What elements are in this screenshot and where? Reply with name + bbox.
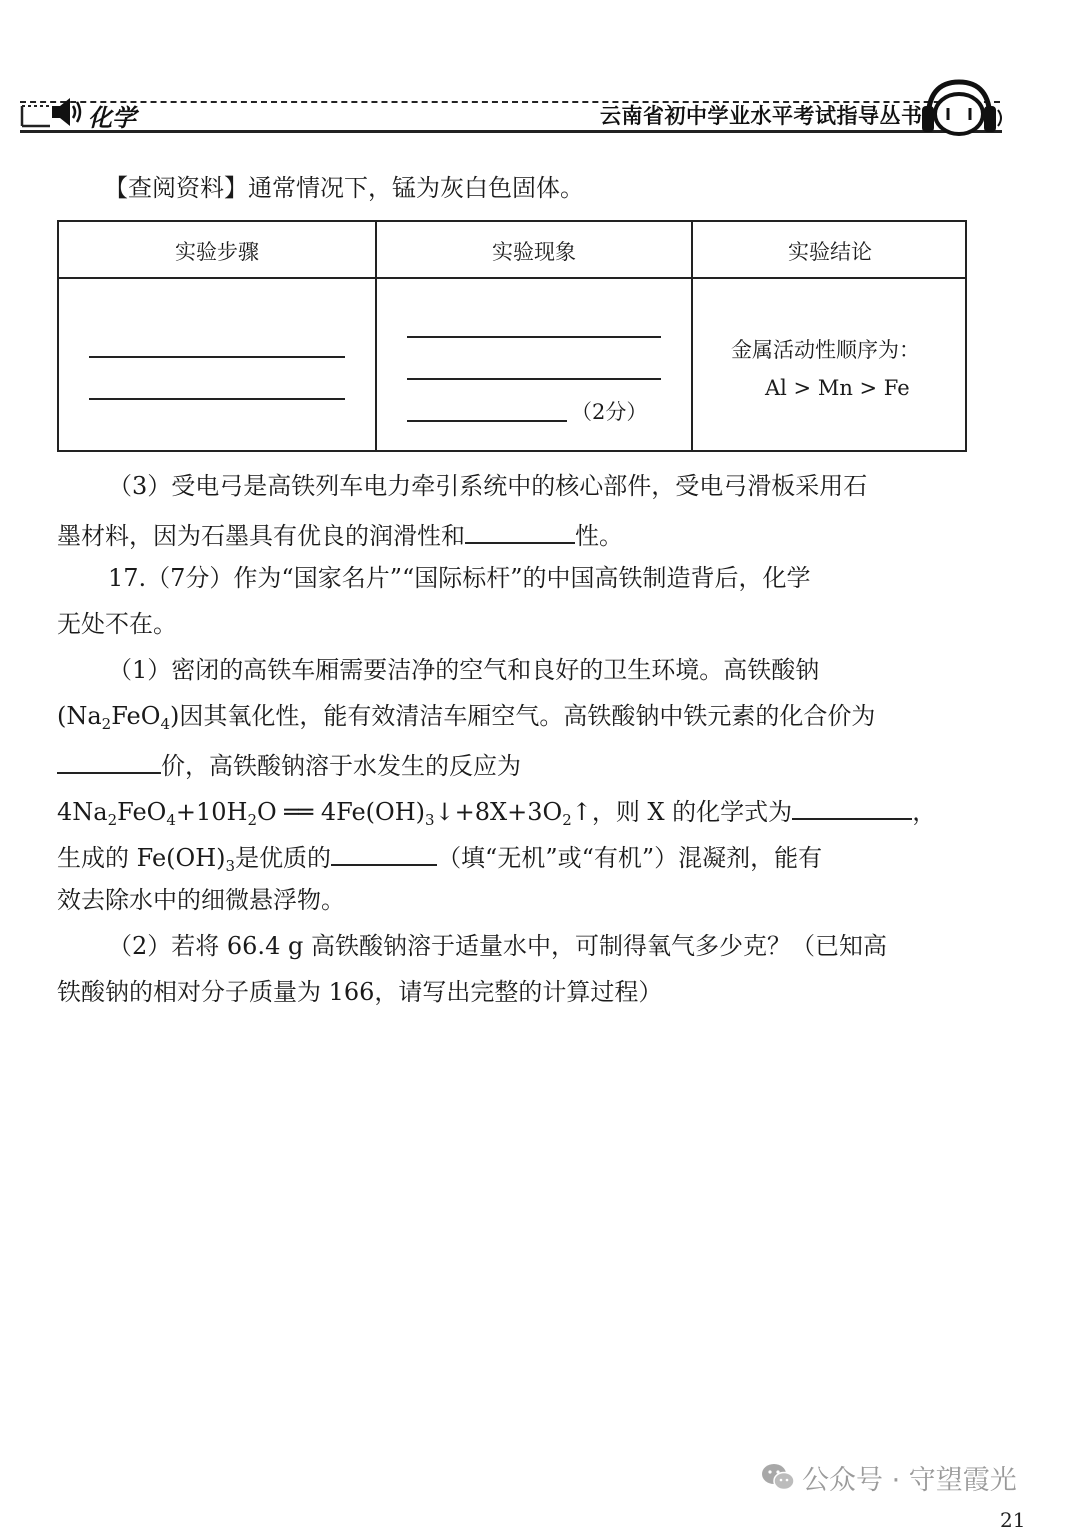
equation-text: +10H: [175, 798, 248, 826]
wechat-icon: [760, 1462, 796, 1492]
series-title: 云南省初中学业水平考试指导丛书: [600, 104, 923, 128]
q17-part1-line5: [57, 842, 823, 875]
coagulant-type-answer-blank[interactable]: [331, 842, 437, 866]
q17-part1-text: 是优质的: [235, 844, 332, 872]
reaction-equation-line: [57, 796, 937, 829]
q17-part1-text: （填“无机”或“有机”）混凝剂，能有: [437, 844, 823, 872]
q17-part1-line2: [57, 702, 876, 733]
reference-note: 【查阅资料】通常情况下，锰为灰白色固体。: [104, 174, 584, 202]
q17-part1-text: 生成的 Fe(OH): [57, 844, 226, 872]
table-header-steps: 实验步骤: [175, 240, 259, 264]
equation-text: ↓+8X+3O: [434, 798, 563, 826]
header-rule: [20, 130, 1002, 133]
phenomena-answer-blank-2[interactable]: [407, 378, 661, 380]
q16-part3-line1: （3）受电弓是高铁列车电力牵引系统中的核心部件，受电弓滑板采用石: [108, 472, 868, 500]
equation-text: 4Na: [57, 798, 108, 826]
formula-text: (Na: [57, 702, 102, 730]
q17-part2-line2: 铁酸钠的相对分子质量为 166，请写出完整的计算过程）: [57, 978, 663, 1006]
q16-part3-answer-blank[interactable]: [465, 520, 575, 544]
mascot-headphones-icon: [914, 74, 1004, 138]
table-header-phenomena: 实验现象: [492, 240, 576, 264]
page-number: 21: [1000, 1508, 1026, 1532]
q16-part3-line2: [57, 520, 623, 548]
equation-subscript: 3: [425, 811, 435, 829]
q17-stem-line1: 17.（7分）作为“国家名片”“国际标杆”的中国高铁制造背后，化学: [108, 564, 811, 592]
conclusion-line-1: 金属活动性顺序为：: [731, 338, 920, 362]
speaker-icon: [50, 94, 84, 130]
formula-subscript: 3: [225, 857, 236, 875]
conclusion-line-2: Al > Mn > Fe: [765, 376, 910, 400]
subject-label: 化学: [88, 104, 136, 132]
equation-subscript: 2: [562, 811, 572, 829]
q17-part1-text: 价，高铁酸钠溶于水发生的反应为: [161, 752, 521, 780]
table-header-conclusion: 实验结论: [788, 240, 872, 264]
equation-text: O ══ 4Fe(OH): [257, 798, 425, 826]
steps-answer-blank-2[interactable]: [89, 398, 345, 400]
header-bracket-icon: [20, 104, 54, 128]
table-header-divider: [59, 277, 965, 279]
steps-answer-blank-1[interactable]: [89, 356, 345, 358]
equation-subscript: 4: [166, 811, 176, 829]
equation-subscript: 2: [247, 811, 258, 829]
q16-part3-text: 墨材料，因为石墨具有优良的润滑性和: [57, 522, 465, 550]
equation-text: ，: [912, 798, 937, 826]
q16-part3-suffix: 性。: [575, 522, 623, 550]
watermark-text: 公众号 · 守望霞光: [802, 1465, 1017, 1496]
formula-x-answer-blank[interactable]: [792, 796, 912, 820]
score-note: （2分）: [571, 400, 648, 424]
q17-part1-text: )因其氧化性，能有效清洁车厢空气。高铁酸钠中铁元素的化合价为: [169, 702, 876, 730]
q17-part1-line1: （1）密闭的高铁车厢需要洁净的空气和良好的卫生环境。高铁酸钠: [108, 656, 820, 684]
valence-answer-blank[interactable]: [57, 750, 161, 774]
equation-text: ↑，则 X 的化学式为: [571, 798, 793, 826]
experiment-table: [57, 220, 967, 452]
formula-subscript: 4: [160, 715, 170, 733]
phenomena-answer-blank-1[interactable]: [407, 336, 661, 338]
formula-subscript: 2: [101, 715, 112, 733]
phenomena-answer-blank-3[interactable]: [407, 420, 567, 422]
equation-subscript: 2: [107, 811, 118, 829]
q17-part2-line1: （2）若将 66.4 g 高铁酸钠溶于适量水中，可制得氧气多少克？（已知高: [108, 932, 887, 960]
q17-part1-line6: 效去除水中的细微悬浮物。: [57, 886, 345, 914]
q17-part1-line3: [57, 750, 521, 778]
equation-text: FeO: [117, 798, 167, 826]
q17-stem-line2: 无处不在。: [57, 610, 177, 638]
formula-text: FeO: [111, 702, 161, 730]
